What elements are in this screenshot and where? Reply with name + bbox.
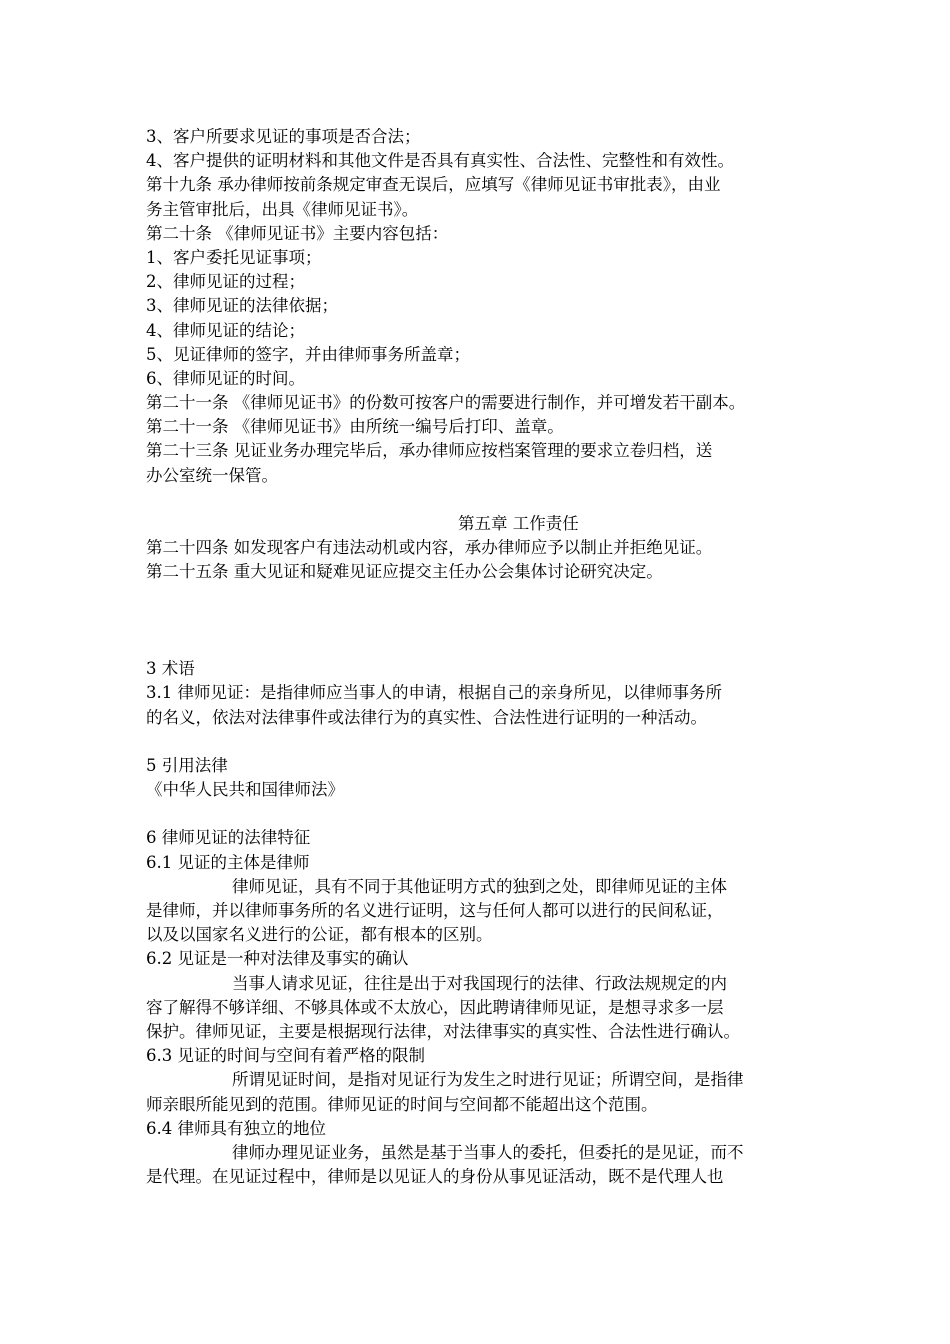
spacer: [146, 488, 826, 512]
section-heading: 3 术语: [146, 659, 195, 679]
text-line: 务主管审批后，出具《律师见证书》。: [146, 199, 419, 219]
text-line: 3.1 律师见证：是指律师应当事人的申请，根据自己的亲身所见，以律师事务所: [146, 683, 722, 703]
section-heading: 6 律师见证的法律特征: [146, 828, 311, 848]
article-21: 第二十一条 《律师见证书》的份数可按客户的需要进行制作，并可增发若干副本。: [146, 393, 746, 413]
law-title: 《中华人民共和国律师法》: [146, 780, 344, 800]
paragraph-first-line: 律师见证，具有不同于其他证明方式的独到之处，即律师见证的主体: [232, 876, 727, 896]
text-line: 是代理。在见证过程中，律师是以见证人的身份从事见证活动，既不是代理人也: [146, 1167, 724, 1187]
document-page: [146, 125, 826, 1189]
text-line: 4、客户提供的证明材料和其他文件是否具有真实性、合法性、完整性和有效性。: [146, 151, 734, 171]
paragraph-first-line: 律师办理见证业务，虽然是基于当事人的委托，但委托的是见证，而不: [232, 1142, 744, 1162]
subsection-title: 6.1 见证的主体是律师: [146, 852, 310, 872]
text-line: 师亲眼所能见到的范围。律师见证的时间与空间都不能超出这个范围。: [146, 1094, 658, 1114]
spacer: [146, 802, 826, 826]
article-25: 第二十五条 重大见证和疑难见证应提交主任办公会集体讨论研究决定。: [146, 562, 663, 582]
article-19: 第十九条 承办律师按前条规定审查无误后，应填写《律师见证书审批表》，由业: [146, 175, 721, 195]
list-item: 4、律师见证的结论；: [146, 320, 305, 340]
article-24: 第二十四条 如发现客户有违法动机或内容，承办律师应予以制止并拒绝见证。: [146, 538, 713, 558]
spacer: [146, 585, 826, 658]
subsection-title: 6.2 见证是一种对法律及事实的确认: [146, 949, 409, 969]
spacer: [146, 730, 826, 754]
chapter-heading: 第五章 工作责任: [458, 514, 579, 533]
subsection-title: 6.3 见证的时间与空间有着严格的限制: [146, 1046, 425, 1066]
article-21b: 第二十一条 《律师见证书》由所统一编号后打印、盖章。: [146, 417, 564, 437]
list-item: 1、客户委托见证事项；: [146, 247, 322, 267]
article-20: 第二十条 《律师见证书》主要内容包括：: [146, 223, 449, 243]
text-line: 是律师，并以律师事务所的名义进行证明，这与任何人都可以进行的民间私证，: [146, 901, 724, 921]
list-item: 3、律师见证的法律依据；: [146, 296, 338, 316]
section-heading: 5 引用法律: [146, 755, 228, 775]
subsection-title: 6.4 律师具有独立的地位: [146, 1118, 326, 1138]
list-item: 2、律师见证的过程；: [146, 272, 305, 292]
text-line: 的名义，依法对法律事件或法律行为的真实性、合法性进行证明的一种活动。: [146, 707, 707, 727]
list-item: 6、律师见证的时间。: [146, 368, 305, 388]
article-23: 第二十三条 见证业务办理完毕后，承办律师应按档案管理的要求立卷归档，送: [146, 441, 713, 461]
list-item: 5、见证律师的签字，并由律师事务所盖章；: [146, 344, 470, 364]
paragraph-first-line: 所谓见证时间，是指对见证行为发生之时进行见证；所谓空间，是指律: [232, 1070, 744, 1090]
text-line: 保护。律师见证，主要是根据现行法律，对法律事实的真实性、合法性进行确认。: [146, 1021, 740, 1041]
text-line: 容了解得不够详细、不够具体或不太放心，因此聘请律师见证，是想寻求多一层: [146, 997, 724, 1017]
text-line: 3、客户所要求见证的事项是否合法；: [146, 127, 421, 146]
paragraph-first-line: 当事人请求见证，往往是出于对我国现行的法律、行政法规规定的内: [232, 973, 727, 993]
text-line: 以及以国家名义进行的公证，都有根本的区别。: [146, 925, 493, 945]
text-line: 办公室统一保管。: [146, 465, 278, 485]
